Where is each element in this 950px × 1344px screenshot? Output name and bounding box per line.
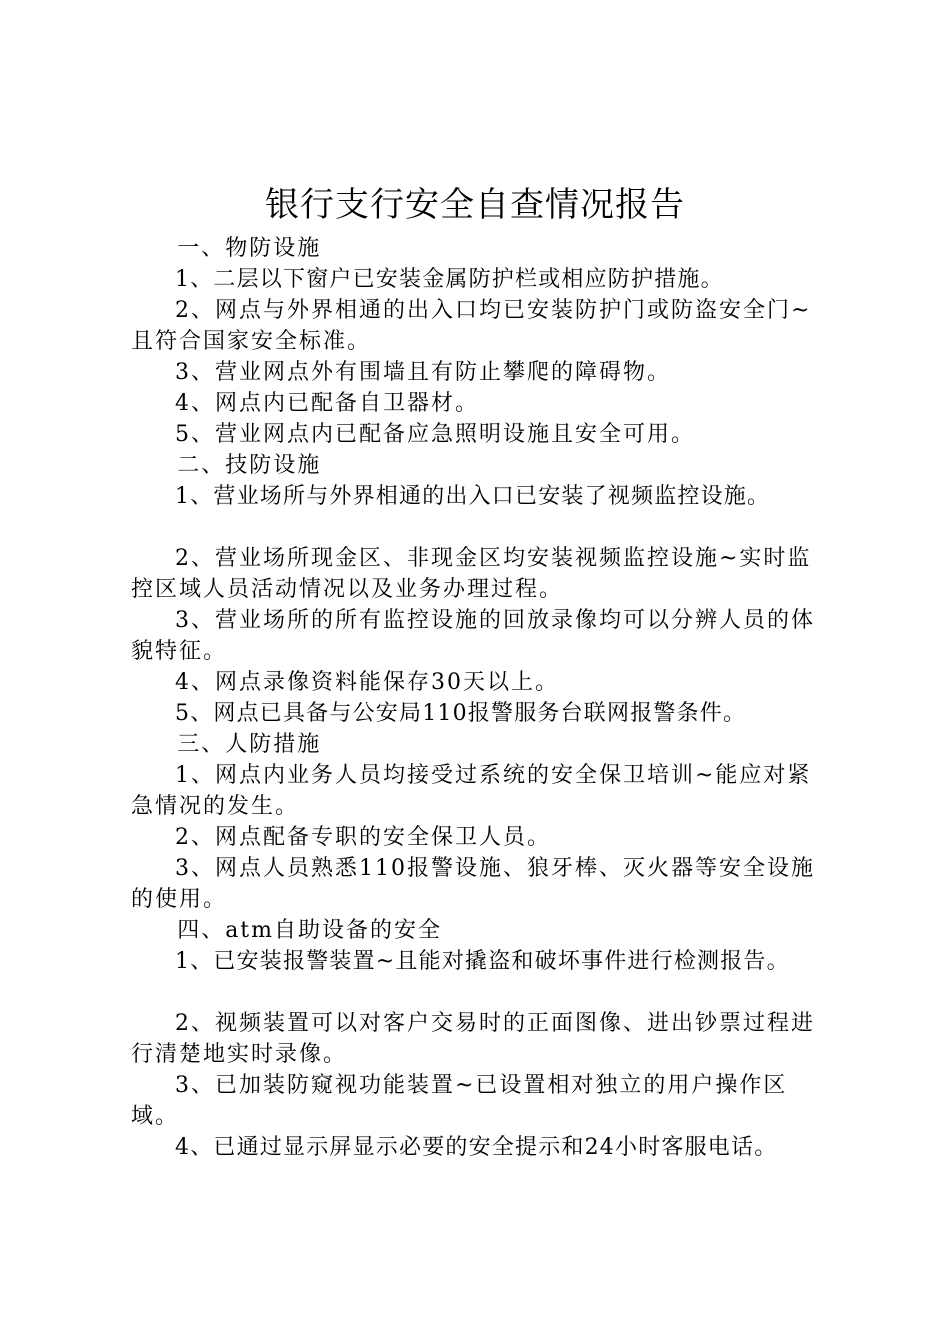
list-item: 4、网点录像资料能保存30天以上。 <box>175 670 559 695</box>
list-item: 5、营业网点内已配备应急照明设施且安全可用。 <box>175 422 695 447</box>
list-item: 1、营业场所与外界相通的出入口已安装了视频监控设施。 <box>175 484 771 509</box>
section-heading-personnel: 三、人防措施 <box>177 732 322 757</box>
paragraph-gap <box>131 512 831 543</box>
list-item: 3、网点人员熟悉110报警设施、狼牙棒、灭火器等安全设施的使用。 <box>131 856 815 912</box>
list-item: 3、营业网点外有围墙且有防止攀爬的障碍物。 <box>175 360 671 385</box>
list-item: 1、已安装报警装置~且能对撬盗和破坏事件进行检测报告。 <box>175 949 790 974</box>
list-item: 3、已加装防窥视功能装置~已设置相对独立的用户操作区域。 <box>131 1073 788 1129</box>
section-heading-atm: 四、atm自助设备的安全 <box>177 918 443 943</box>
list-item: 2、视频装置可以对客户交易时的正面图像、进出钞票过程进行清楚地实时录像。 <box>131 1011 815 1067</box>
document-title: 银行支行安全自查情况报告 <box>265 185 685 225</box>
list-item: 3、营业场所的所有监控设施的回放录像均可以分辨人员的体貌特征。 <box>131 608 815 664</box>
list-item: 2、网点配备专职的安全保卫人员。 <box>175 825 551 850</box>
list-item: 2、网点与外界相通的出入口均已安装防护门或防盗安全门~且符合国家安全标准。 <box>131 298 812 354</box>
list-item: 1、二层以下窗户已安装金属防护栏或相应防护措施。 <box>175 267 724 292</box>
list-item: 1、网点内业务人员均接受过系统的安全保卫培训~能应对紧急情况的发生。 <box>131 763 812 819</box>
section-heading-technical: 二、技防设施 <box>177 453 322 478</box>
list-item: 5、网点已具备与公安局110报警服务台联网报警条件。 <box>175 701 747 726</box>
section-heading-physical: 一、物防设施 <box>177 236 322 261</box>
list-item: 4、已通过显示屏显示必要的安全提示和24小时客服电话。 <box>175 1135 778 1160</box>
document-body <box>131 233 831 1163</box>
list-item: 4、网点内已配备自卫器材。 <box>175 391 479 416</box>
paragraph-gap <box>131 977 831 1008</box>
list-item: 2、营业场所现金区、非现金区均安装视频监控设施~实时监控区域人员活动情况以及业务办理过程。 <box>131 546 812 602</box>
